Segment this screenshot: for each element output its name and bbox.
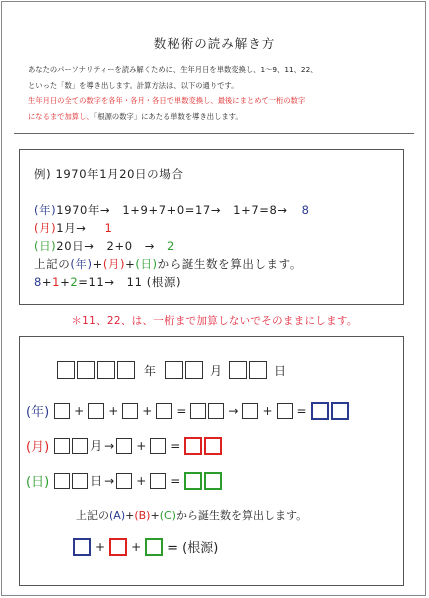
plus-sign: + bbox=[262, 403, 273, 418]
day-calc-box[interactable] bbox=[116, 473, 132, 489]
year-digit-box[interactable] bbox=[77, 361, 95, 379]
intro-line-1: あなたのパーソナリティーを読み解くために、生年月日を単数変換し、1～9、11、22、 bbox=[28, 65, 318, 74]
day-calc-row bbox=[26, 471, 223, 490]
day-result-box[interactable] bbox=[204, 472, 222, 490]
equals-sign: = bbox=[170, 438, 181, 453]
plus-sign: + bbox=[136, 473, 147, 488]
worksheet-sum-b: (B) bbox=[134, 508, 151, 522]
day-result-box[interactable] bbox=[184, 472, 202, 490]
final-calc-row bbox=[72, 537, 221, 556]
intro-line-4 bbox=[28, 109, 408, 125]
example-box bbox=[19, 149, 404, 305]
equals-sign: = bbox=[296, 403, 307, 418]
example-year-calc: 1970年→ 1+9+7+0=17→ 1+7=8→ bbox=[56, 203, 288, 217]
worksheet-sum-plus-2: + bbox=[150, 508, 160, 522]
example-month-line bbox=[34, 220, 112, 236]
month-digit-box[interactable] bbox=[185, 361, 203, 379]
year-sum-box[interactable] bbox=[208, 403, 224, 419]
intro-line-3-red: 生年月日の全ての数字を各年・各月・各日で単数変換し、最後にまとめて bbox=[28, 96, 269, 105]
year-result-box[interactable] bbox=[311, 402, 329, 420]
example-month-calc: 1月→ bbox=[56, 221, 87, 235]
worksheet-box bbox=[19, 336, 404, 586]
month-digit-box[interactable] bbox=[54, 438, 70, 454]
day-digit-box[interactable] bbox=[54, 473, 70, 489]
example-year-label: (年) bbox=[34, 203, 57, 217]
equals-sign: = bbox=[170, 473, 181, 488]
example-final-b: 1 bbox=[52, 275, 61, 289]
worksheet-sum-post: から誕生数を算出します。 bbox=[175, 509, 308, 522]
month-result-box[interactable] bbox=[204, 437, 222, 455]
day-label: (日) bbox=[26, 475, 50, 490]
example-sum-plus-1: + bbox=[92, 257, 103, 271]
example-final-plus-2: + bbox=[60, 275, 71, 289]
arrow-sign: → bbox=[104, 473, 115, 488]
year-digit-box[interactable] bbox=[57, 361, 75, 379]
example-sum-pre: 上記の bbox=[34, 257, 71, 271]
example-sum-month: (月) bbox=[102, 257, 126, 271]
example-month-label: (月) bbox=[34, 221, 57, 235]
intro-line-3 bbox=[28, 93, 408, 109]
final-a-box[interactable] bbox=[73, 538, 91, 556]
plus-sign: + bbox=[136, 438, 147, 453]
year-calc-box[interactable] bbox=[122, 403, 138, 419]
example-day-result: 2 bbox=[166, 239, 175, 253]
example-final-plus-1: + bbox=[41, 275, 53, 289]
page-title: 数秘術の読み解き方 bbox=[153, 36, 276, 51]
year-digit-box[interactable] bbox=[117, 361, 135, 379]
example-final-rest: =11→ 11 (根源) bbox=[78, 275, 182, 289]
example-sum-day: (日) bbox=[135, 257, 158, 271]
month-result-box[interactable] bbox=[184, 437, 202, 455]
day-calc-box[interactable] bbox=[150, 473, 166, 489]
month-char: 月 bbox=[210, 363, 223, 378]
intro-text bbox=[28, 62, 408, 124]
note-text: ＊11、22、は、一桁まで加算しないでそのままにします。 bbox=[71, 315, 358, 327]
year-sum-box[interactable] bbox=[190, 403, 206, 419]
intro-line-2: といった「数」を導き出します。計算方法は、以下の通りです。 bbox=[28, 80, 239, 90]
month-calc-row bbox=[26, 436, 223, 455]
year-calc-box[interactable] bbox=[88, 403, 104, 419]
date-entry-row bbox=[56, 361, 292, 379]
intro-line-4-rest: 「根源の数字」にあたる単数を導き出します。 bbox=[93, 111, 243, 121]
arrow-sign: → bbox=[104, 438, 115, 453]
year-digit-box[interactable] bbox=[97, 361, 115, 379]
year-calc-row bbox=[26, 401, 350, 420]
arrow-sign: → bbox=[228, 403, 239, 418]
final-c-box[interactable] bbox=[145, 538, 163, 556]
example-day-line bbox=[34, 238, 175, 254]
worksheet-sum-a: (A) bbox=[109, 508, 126, 522]
example-day-calc: 20日→ 2+0 → bbox=[56, 239, 155, 253]
day-digit-box[interactable] bbox=[72, 473, 88, 489]
equals-sign: = bbox=[176, 403, 187, 418]
day-digit-box[interactable] bbox=[249, 361, 267, 379]
plus-sign: + bbox=[131, 539, 142, 554]
plus-sign: + bbox=[95, 539, 106, 554]
year-reduce-box[interactable] bbox=[277, 403, 293, 419]
year-result-box[interactable] bbox=[331, 402, 349, 420]
year-label: (年) bbox=[26, 405, 50, 420]
final-rest: = (根源) bbox=[167, 541, 219, 556]
worksheet-sum-pre: 上記の bbox=[76, 509, 109, 522]
final-b-box[interactable] bbox=[109, 538, 127, 556]
example-final-a: 8 bbox=[34, 275, 42, 289]
year-calc-box[interactable] bbox=[54, 403, 70, 419]
day-digit-box[interactable] bbox=[229, 361, 247, 379]
worksheet-sum-c: (C) bbox=[159, 508, 176, 522]
example-final-line bbox=[34, 274, 181, 290]
month-label: (月) bbox=[26, 440, 50, 455]
month-calc-box[interactable] bbox=[150, 438, 166, 454]
divider-line bbox=[14, 133, 414, 134]
intro-line-4-red: になるまで加算し、 bbox=[28, 111, 94, 121]
day-char: 日 bbox=[90, 474, 103, 488]
month-digit-box[interactable] bbox=[72, 438, 88, 454]
plus-sign: + bbox=[142, 403, 153, 418]
example-sum-year: (年) bbox=[70, 257, 93, 271]
example-day-label: (日) bbox=[34, 239, 57, 253]
month-digit-box[interactable] bbox=[165, 361, 183, 379]
example-year-line bbox=[34, 202, 310, 218]
plus-sign: + bbox=[74, 403, 85, 418]
example-heading: 例) 1970年1月20日の場合 bbox=[34, 167, 184, 181]
intro-line-3-red-2: 一桁の数字 bbox=[268, 96, 306, 105]
example-year-result: 8 bbox=[301, 203, 310, 217]
example-sum-plus-2: + bbox=[125, 257, 136, 271]
year-reduce-box[interactable] bbox=[242, 403, 258, 419]
year-calc-box[interactable] bbox=[156, 403, 172, 419]
example-month-result: 1 bbox=[104, 221, 113, 235]
example-sum-post: から誕生数を算出します。 bbox=[157, 257, 302, 271]
worksheet-sum-plus-1: + bbox=[125, 508, 135, 522]
year-char: 年 bbox=[144, 363, 157, 378]
plus-sign: + bbox=[108, 403, 119, 418]
month-char: 月 bbox=[90, 439, 103, 453]
worksheet-sum-line bbox=[76, 507, 307, 523]
example-sum-line bbox=[34, 256, 302, 272]
example-final-c: 2 bbox=[70, 275, 79, 289]
month-calc-box[interactable] bbox=[116, 438, 132, 454]
day-char: 日 bbox=[274, 363, 287, 378]
